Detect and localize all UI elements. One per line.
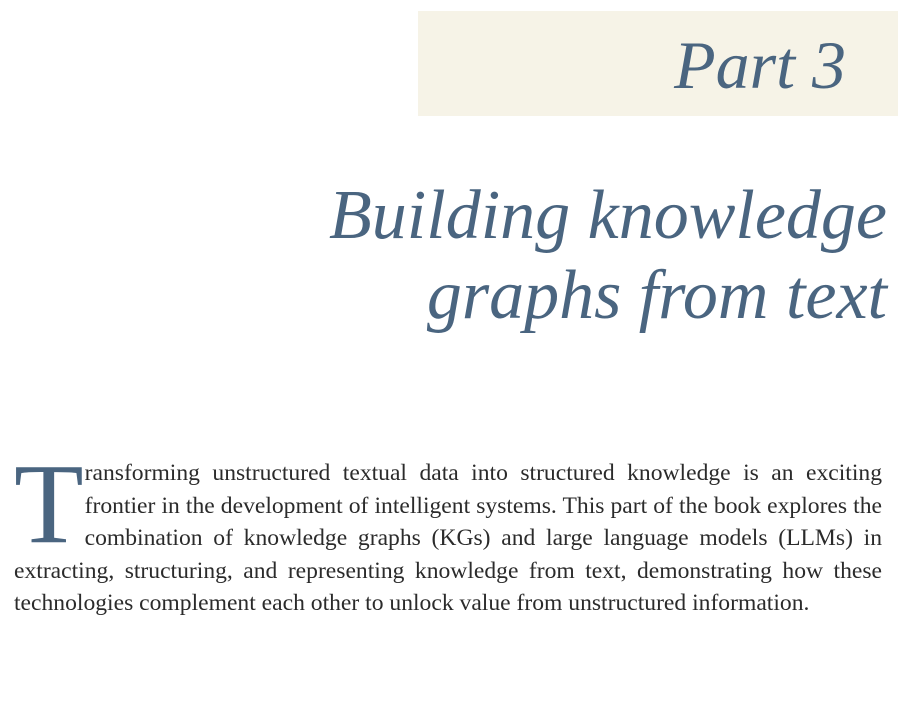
part-title-line-1: Building knowledge <box>329 177 887 254</box>
intro-paragraph <box>14 440 882 620</box>
part-title <box>187 176 887 336</box>
part-title-line-2: graphs from text <box>426 257 887 334</box>
intro-body: ransforming unstructured textual data into structured knowledge is an exciting frontier in the development of intelligent systems. This part of the book explores the combination of knowledge graphs (KGs) and large language models (LLMs) in extracting, structuring, and representing knowledge from text, demonstrating how these technologies complement each other to unlock value from unstructured information. <box>14 460 882 616</box>
part-banner <box>418 11 898 116</box>
part-label: Part 3 <box>674 27 846 103</box>
drop-cap: T <box>14 440 84 567</box>
